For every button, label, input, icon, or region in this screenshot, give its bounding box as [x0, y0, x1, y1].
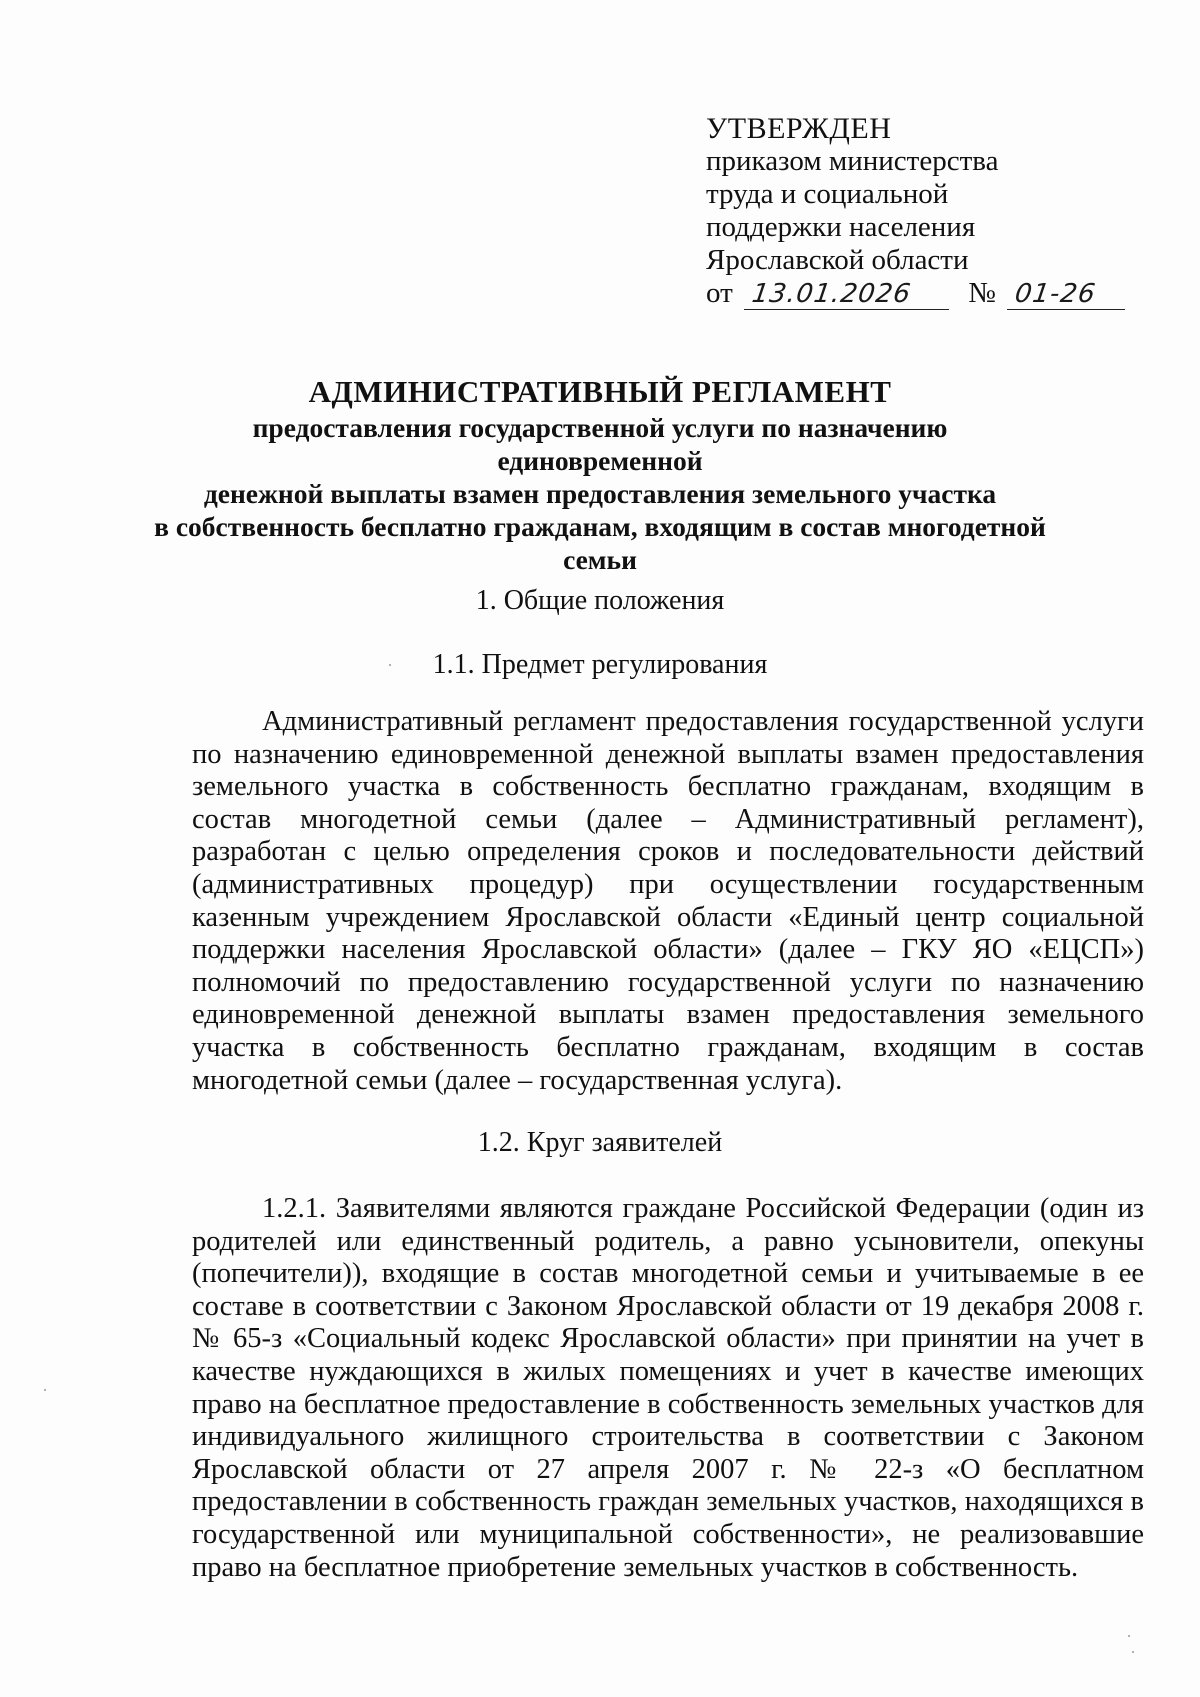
number-field	[1007, 279, 1125, 310]
scan-speck	[1132, 1651, 1134, 1653]
approval-date-number-row	[706, 277, 1126, 313]
date-field	[744, 279, 949, 310]
applicants-paragraph: 1.2.1. Заявителями являются граждане Российской Федерации (один из родителей или единственный родитель, а равно усыновители, опекуны (попечители)), входящие в состав многодетной семьи и учитываемые в ее составе в соответствии с Законом Ярославской области от 19 декабря 2008 г. № 65-з «Социальный кодекс Ярославской области» при принятии на учет в качестве нуждающихся в жилых помещениях и учет в качестве имеющих право на бесплатное предоставление в собственность земельных участков для индивидуального жилищного строительства в соответствии с Законом Ярославской области от 27 апреля 2007 г. № 22-з «О бесплатном предоставлении в собственность граждан земельных участков, находящихся в государственной или муниципальной собственности», не реализовавшие право на бесплатное приобретение земельных участков в собственность.	[192, 1193, 1144, 1583]
approval-line-1: приказом министерства	[706, 145, 999, 177]
document-subtitle-line-3: в собственность бесплатно гражданам, входящим в состав многодетной	[154, 511, 1046, 542]
section-general-title: 1. Общие положения	[475, 585, 725, 616]
document-title: АДМИНИСТРАТИВНЫЙ РЕГЛАМЕНТ	[308, 374, 892, 409]
document-subtitle-line-4: семьи	[563, 544, 637, 575]
approval-line-3: поддержки населения	[706, 211, 976, 243]
handwritten-date: 13.01.2026	[750, 279, 914, 309]
approval-title: УТВЕРЖДЕН	[706, 112, 892, 145]
scan-speck	[44, 1389, 46, 1391]
section-subject-title: 1.1. Предмет регулирования	[432, 649, 768, 680]
subject-paragraph: Административный регламент предоставления государственной услуги по назначению единовременной денежной выплаты взамен предоставления земельного участка в собственность бесплатно гражданам, входящим в состав многодетной семьи (далее – Административный регламент), разработан с целью определения сроков и последовательности действий (административных процедур) при осуществлении государственным казенным учреждением Ярославской области «Единый центр социальной поддержки населения Ярославской области» (далее – ГКУ ЯО «ЕЦСП») полномочий по предоставлению государственной услуги по назначению единовременной денежной выплаты взамен предоставления земельного участка в собственность бесплатно гражданам, входящим в состав многодетной семьи (далее – государственная услуга).	[192, 706, 1144, 1096]
scan-speck	[1128, 1635, 1130, 1637]
approval-line-2: труда и социальной	[706, 178, 949, 210]
approval-block	[706, 112, 1126, 313]
document-subtitle-line-2: денежной выплаты взамен предоставления земельного участка	[203, 478, 997, 509]
number-prefix: №	[968, 277, 996, 309]
approval-line-4: Ярославской области	[706, 244, 969, 276]
handwritten-number: 01-26	[1013, 279, 1098, 309]
date-prefix: от	[706, 277, 733, 309]
document-heading	[150, 373, 1050, 576]
document-subtitle-line-1: предоставления государственной услуги по назначению единовременной	[252, 412, 948, 476]
section-applicants-title: 1.2. Круг заявителей	[477, 1127, 723, 1158]
scan-speck	[389, 664, 391, 666]
